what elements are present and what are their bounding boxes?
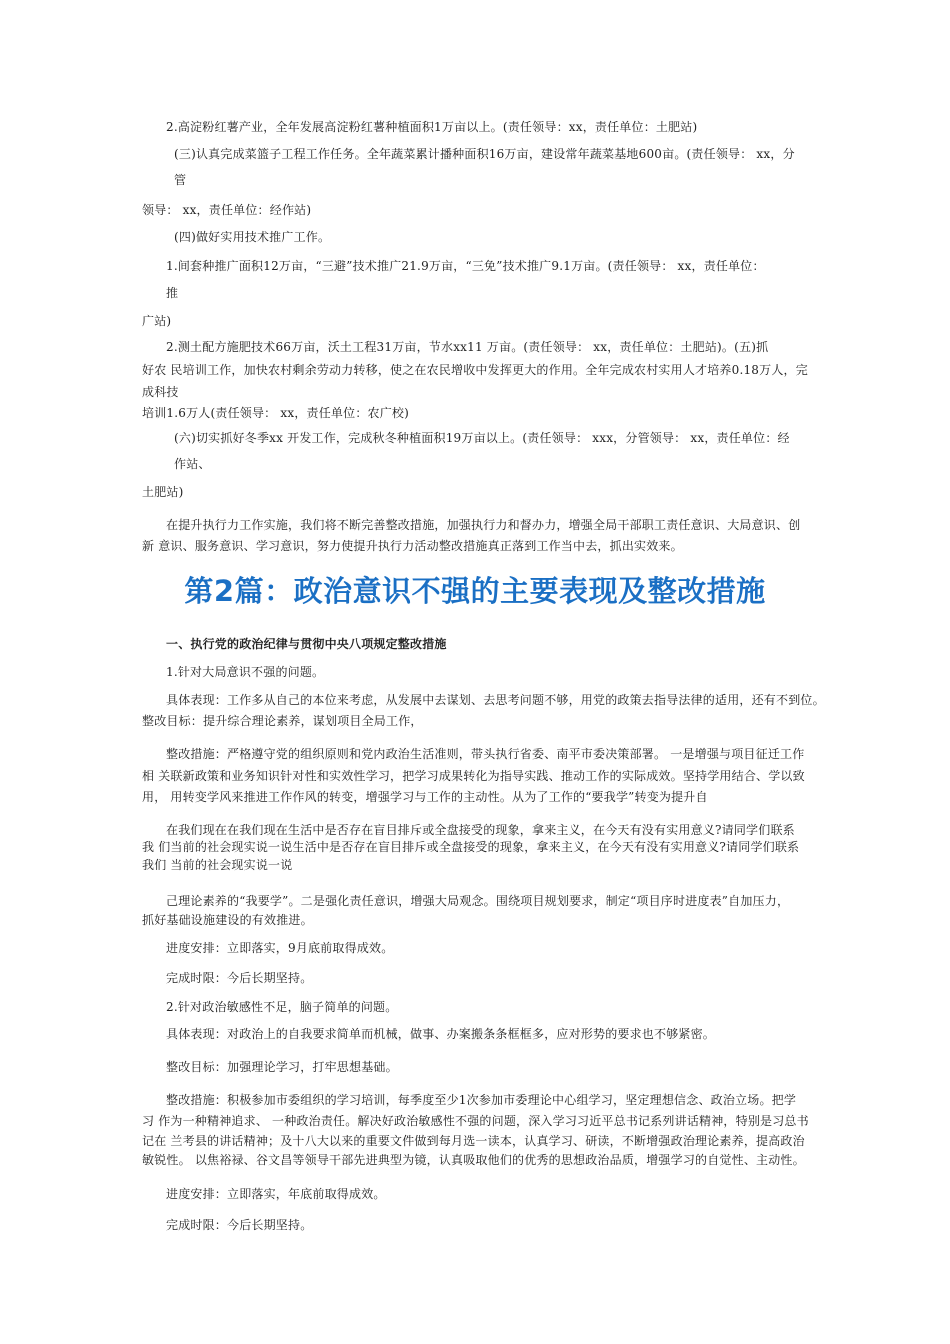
- text-line: 整改措施：积极参加市委组织的学习培训，每季度至少1次参加市委理论中心组学习，坚定理想信念、政治立场。把学: [166, 1093, 797, 1107]
- text-line: 作站、: [174, 457, 211, 471]
- text-line: 好农 民培训工作，加快农村剩余劳动力转移，使之在农民增收中发挥更大的作用。全年完成农村实用人才培养0.18万人，完: [142, 363, 808, 377]
- text-line: 管: [174, 173, 187, 187]
- text-line: 记在 兰考县的讲话精神；及十八大以来的重要文件做到每月选一读本，认真学习、研读，不断增强政治理论素养，提高政治: [142, 1134, 805, 1148]
- text-line: 相 关联新政策和业务知识针对性和实效性学习，把学习成果转化为指导实践、推动工作的实际成效。坚持学用结合、学以致: [142, 769, 805, 783]
- text-line: (六)切实抓好冬季xx 开发工作，完成秋冬种植面积19万亩以上。(责任领导： xxx，分管领导： xx，责任单位：经: [174, 431, 790, 445]
- text-line: 在提升执行力工作实施，我们将不断完善整改措施，加强执行力和督办力，增强全局干部职工责任意识、大局意识、创: [166, 518, 801, 532]
- text-line: (四)做好实用技术推广工作。: [174, 230, 331, 244]
- text-line: 在我们现在在我们现在生活中是否存在盲目排斥或全盘接受的现象，拿来主义，在今天有没有实用意义?请同学们联系: [166, 823, 795, 837]
- section-title: 第2篇：政治意识不强的主要表现及整改措施: [184, 574, 766, 608]
- text-line: 新 意识、服务意识、学习意识，努力使提升执行力活动整改措施真正落到工作当中去，抓出实效来。: [142, 539, 683, 553]
- text-line: 具体表现：工作多从自己的本位来考虑，从发展中去谋划、去思考问题不够，用党的政策去指导法律的适用，还有不到位。: [166, 693, 825, 707]
- text-line: 培训1.6万人(责任领导： xx，责任单位：农广校): [142, 406, 409, 420]
- text-line: 习 作为一种精神追求、 一种政治责任。解决好政治敏感性不强的问题，深入学习习近平总书记系列讲话精神，特别是习总书: [142, 1114, 809, 1128]
- text-line: 2.测土配方施肥技术66万亩，沃土工程31万亩，节水xx11 万亩。(责任领导： xx，责任单位：土肥站)。(五)抓: [166, 340, 769, 354]
- text-line: 2.高淀粉红薯产业，全年发展高淀粉红薯种植面积1万亩以上。(责任领导：xx，责任单位：土肥站): [166, 120, 698, 134]
- text-line: 整改目标：加强理论学习，打牢思想基础。: [166, 1060, 398, 1074]
- text-line: 我 们当前的社会现实说一说生活中是否存在盲目排斥或全盘接受的现象，拿来主义，在今天有没有实用意义?请同学们联系: [142, 840, 800, 854]
- text-line: 完成时限：今后长期坚持。: [166, 1218, 313, 1232]
- text-line: 进度安排：立即落实，9月底前取得成效。: [166, 941, 394, 955]
- text-line: 推: [166, 286, 179, 300]
- text-line: 具体表现：对政治上的自我要求简单而机械，做事、办案搬条条框框多，应对形势的要求也不够紧密。: [166, 1027, 716, 1041]
- text-line: 进度安排：立即落实，年底前取得成效。: [166, 1187, 386, 1201]
- text-line: 1.间套种推广面积12万亩，“三避”技术推广21.9万亩，“三免”技术推广9.1万亩。(责任领导： xx，责任单位：: [166, 259, 765, 273]
- text-line: 己理论素养的“我要学”。二是强化责任意识，增强大局观念。围绕项目规划要求，制定“项目序时进度表”自加压力，: [166, 894, 790, 908]
- text-line: 广站): [142, 314, 172, 328]
- text-line: 整改目标：提升综合理论素养，谋划项目全局工作，: [142, 714, 423, 728]
- text-line: 土肥站): [142, 485, 184, 499]
- text-line: 完成时限：今后长期坚持。: [166, 971, 313, 985]
- text-line: (三)认真完成菜篮子工程工作任务。全年蔬菜累计播种面积16万亩，建设常年蔬菜基地600亩。(责任领导： xx，分: [174, 147, 795, 161]
- text-line: 用， 用转变学风来推进工作作风的转变，增强学习与工作的主动性。从为了工作的“要我学”转变为提升自: [142, 790, 708, 804]
- section-heading: 一、执行党的政治纪律与贯彻中央八项规定整改措施: [166, 637, 447, 651]
- text-line: 2.针对政治敏感性不足，脑子简单的问题。: [166, 1000, 398, 1014]
- text-line: 成科技: [142, 385, 179, 399]
- text-line: 敏锐性。 以焦裕禄、谷文昌等领导干部先进典型为镜，认真吸取他们的优秀的思想政治品质，增强学习的自觉性、主动性。: [142, 1153, 805, 1167]
- text-line: 领导： xx，责任单位：经作站): [142, 203, 312, 217]
- text-line: 1.针对大局意识不强的问题。: [166, 665, 325, 679]
- text-line: 抓好基础设施建设的有效推进。: [142, 913, 313, 927]
- text-line: 整改措施：严格遵守党的组织原则和党内政治生活准则，带头执行省委、南平市委决策部署。 一是增强与项目征迁工作: [166, 747, 805, 761]
- text-line: 我们 当前的社会现实说一说: [142, 858, 293, 872]
